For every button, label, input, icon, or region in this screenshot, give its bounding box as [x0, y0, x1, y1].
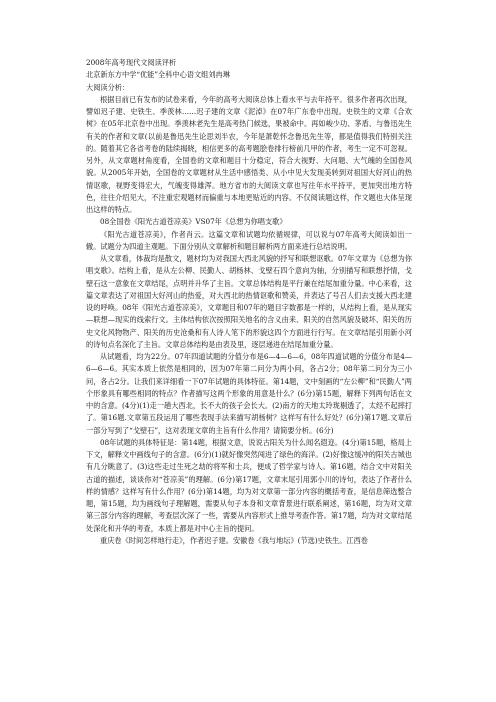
paragraph-overview: 《阳光古道苍凉美》，作者肖云。这篇文章和试题均依循规律，可以说与07年高考大阅读如出一辙。试题分为四道主观题。下面分别从文章解析和题目解析两方面来进行总结说明。 — [86, 229, 412, 251]
document-title: 2008年高考现代文阅读评析 — [86, 58, 177, 67]
paragraph-other-provinces: 重庆卷《时间怎样地行走》，作者迟子建。安徽卷《我与地坛》(节选)史铁生。江西卷 — [100, 535, 368, 545]
paragraph-comparison-heading: 08全国卷《阳光古道苍凉美》VS07年《总想为你唱支歌》 — [100, 217, 287, 227]
paragraph-article-analysis: 从文章看，体裁均是散文，题材均为对我国大西北风貌的抒写和联想讴歌。07年文章为《总想为你唱支歌》。结构上看，是从左公柳、民勤人、胡杨林、戈壁石四个意向为轴，分别描写和联想抒情，戈壁石这一意象在文章结尾，点明并升华了主旨。文章总体结构是平行兼在结尾加重分量。中心来看，这篇文章表达了对祖国大好河山的热爱，对大西北的热情讴歌和赞美，并表达了号召人们去支援大西北建设的呼唤。08年《阳光古道苍凉美》，文章题目和07年的题目字数都是一样的，从结构上看，是从现实—联想—现实的线索行文。主体结构依次按照阳关地名的含义由来、阳关的自然风貌及破坏、阳关的历史文化风物物产、阳关的历史沧桑和有人诗人笔下的形貌这四个方面进行行写。在文章结尾引用新小河的诗句点名深化了主旨。文章总体结构是由表及里，逐层递进在结尾加重分量。 — [86, 254, 412, 349]
section-label: 大阅读分析： — [86, 82, 130, 92]
paragraph-question-analysis-2008: 08年试题的具体特征是：第14题，根据文意，说说古阳关为什么闻名遐迩。(4分)第15题，格局上下文，解释文中画线句子的含意。(6分)(1)就好像突然闯进了绿色的海洋。(2)好像这缓冲的阳关古城也有几分眺意了。(3)这些走过生死之劫的将军和士兵，便成了哲学家与诗人。第16题，结合文中对阳关古道的描述，谈谈你对“苍凉美”的理解。(6分)第17题，文章末尾引用郭小川的诗句，表达了作者什么样的情感？这样写有什么作用？(6分)第14题，均为对文章第一部分内容的概括考查，是信息筛选整合题，第15题，均为画线句子理解题，需要从句子本身和文章背景进行联系阐述，第16题，均为对文章第三部分内容的理解，考查层次深了一些，需要从内容形式上推导考查作答。第17题，均为对文章结尾处深化和升华的考查，本质上都是对中心主旨的提问。 — [86, 437, 412, 533]
document-author: 北京新东方中学“优能”全科中心语文组刘冉琳 — [86, 70, 230, 80]
paragraph-intro: 根据目前已有发布的试卷来看，今年的高考大阅读总体上看水平与去年持平。很多作者再次出现，譬如迟子建、史铁生、季羡林……迟子建的文章《泥淖》在07年广东卷中出现。史铁生的文章《合欢树》在05年北京卷中出现。季羡林老先生是高考热门候选，果被命中。再如峻少功、茅盾、与鲁迅先生有关的作者和文章(以前是鲁迅先生论思刘半农，今年是萧乾怀念鲁迅先生等，都是值得我们特别关注的。随着其它各省考卷的陆续揭晓，相信更多的高考题脍卷排行榜前几甲的作者，考生一定不可忽视。另外，从文章题材角度看，全国卷的文章和题目十分稳定，符合大视野、大问题、大气魄的全国卷风貌。从2005年开始，全国卷的文章题材从生活中感悟类、从小中见大发现美转到对祖国大好河山的热情讴歌，视野变得宏大，气魄变得雄浑。地方省市的大阅读文章也写往年水平持平，更加突出地方特色，往往介绍见大，不注重宏观题材而偏重与本地更贴近的内容。不仅阅读题这样，作文题也大体呈现出这样的特点。 — [86, 94, 412, 214]
paragraph-question-analysis-2007: 从试题看，均为22分。07年四道试题的分值分布是6—4—6—6，08年四道试题的分值分布是4—6—6—6。其实本质上依然是相同的，因为07年第二问分为两小问，各占2分；08年第二问分为三小问，各占2分。让我们来详细看一下07年试题的具体特征。第14题，文中刻画的“左公柳”和“民勤人”两个形象具有哪些相同的特点？作者描写这两个形象的用意是什么？(6分)第15题，解释下列两句话在文中的含意。(4分)(1)走一趟大西北，长不大的孩子会长大。(2)南方的天地太玲珑剔透了，太经不起摔打了。第16题.文章第五段运用了哪些表现手法来描写胡杨树？这样写有什么好处？(6分)第17题.文章后一部分写到了“戈壁石”，这对表现文章的主旨有什么作用？请简要分析。(6分) — [86, 352, 412, 435]
document-page — [86, 57, 412, 547]
